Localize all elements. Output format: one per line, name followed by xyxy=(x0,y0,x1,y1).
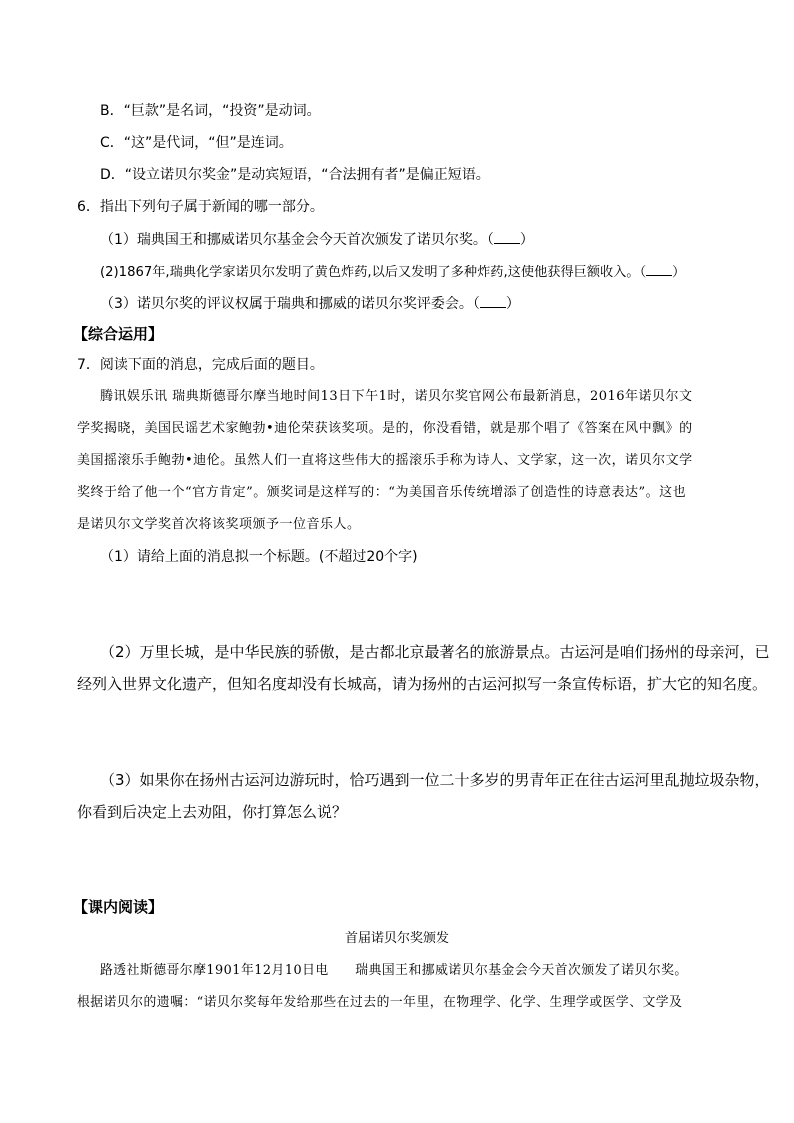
close-paren: ） xyxy=(505,296,520,312)
option-d: D．“设立诺贝尔奖金”是动宾短语，“合法拥有者”是偏正短语。 xyxy=(100,167,490,183)
news-paragraph-line: 腾讯娱乐讯 瑞典斯德哥尔摩当地时间13日下午1时，诺贝尔奖官网公布最新消息，2016年诺贝尔文 xyxy=(100,389,693,404)
news-paragraph-line: 奖终于给了他一个“官方肯定”。颁奖词是这样写的：“为美国音乐传统增添了创造性的诗意表达”。这也 xyxy=(77,485,687,500)
news-paragraph-line: 是诺贝尔文学奖首次将该奖项颁予一位音乐人。 xyxy=(77,517,361,532)
question-7-sub-3-line: （3）如果你在扬州古运河边游玩时，恰巧遇到一位二十多岁的男青年正在往古运河里乱抛垃圾杂物， xyxy=(100,771,770,789)
question-7-stem: 7．阅读下面的消息，完成后面的题目。 xyxy=(77,357,324,373)
section-heading-kenei: 【课内阅读】 xyxy=(73,898,164,916)
answer-blank[interactable] xyxy=(494,229,520,244)
option-b: B．“巨款”是名词，“投资”是动词。 xyxy=(100,103,321,119)
question-7-sub-1: （1）请给上面的消息拟一个标题。(不超过20个字) xyxy=(100,549,418,565)
reading-paragraph-line: 根据诺贝尔的遗嘱：“诺贝尔奖每年发给那些在过去的一年里，在物理学、化学、生理学或医学、文学及 xyxy=(77,995,683,1010)
news-paragraph-line: 学奖揭晓，美国民谣艺术家鲍勃•迪伦荣获该奖项。是的，你没看错，就是那个唱了《答案在风中飘》的 xyxy=(77,421,693,436)
question-6-item-3 xyxy=(100,293,520,314)
item-text: （3）诺贝尔奖的评议权属于瑞典和挪威的诺贝尔奖评委会。（ xyxy=(100,296,480,312)
question-6-item-1 xyxy=(100,229,534,250)
close-paren: ） xyxy=(672,265,686,280)
question-7-sub-2-line: （2）万里长城，是中华民族的骄傲，是古都北京最著名的旅游景点。古运河是咱们扬州的母亲河，已 xyxy=(100,643,770,661)
item-text: （1）瑞典国王和挪威诺贝尔基金会今天首次颁发了诺贝尔奖。（ xyxy=(100,232,494,248)
answer-blank[interactable] xyxy=(480,293,506,308)
question-6-item-2 xyxy=(100,261,685,283)
question-7-sub-2-line: 经列入世界文化遗产，但知名度却没有长城高，请为扬州的古运河拟写一条宣传标语，扩大它的知名度。 xyxy=(77,675,768,693)
news-paragraph-line: 美国摇滚乐手鲍勃•迪伦。虽然人们一直将这些伟大的摇滚乐手称为诗人、文学家，这一次，诺贝尔文学 xyxy=(77,453,693,468)
question-7-sub-3-line: 你看到后决定上去劝阻，你打算怎么说？ xyxy=(77,803,348,821)
answer-blank[interactable] xyxy=(646,261,672,276)
item-text: (2)1867年,瑞典化学家诺贝尔发明了黄色炸药,以后又发明了多种炸药,这使他获得巨额收入。（ xyxy=(100,265,647,280)
question-6-stem: 6．指出下列句子属于新闻的哪一部分。 xyxy=(77,199,324,215)
close-paren: ） xyxy=(519,232,534,248)
section-heading-zonghe: 【综合运用】 xyxy=(73,325,164,343)
reading-title: 首届诺贝尔奖颁发 xyxy=(344,931,449,946)
reading-paragraph-line: 路透社斯德哥尔摩1901年12月10日电 瑞典国王和挪威诺贝尔基金会今天首次颁发了诺贝尔奖。 xyxy=(100,963,688,978)
option-c: C．“这”是代词，“但”是连词。 xyxy=(100,135,293,151)
